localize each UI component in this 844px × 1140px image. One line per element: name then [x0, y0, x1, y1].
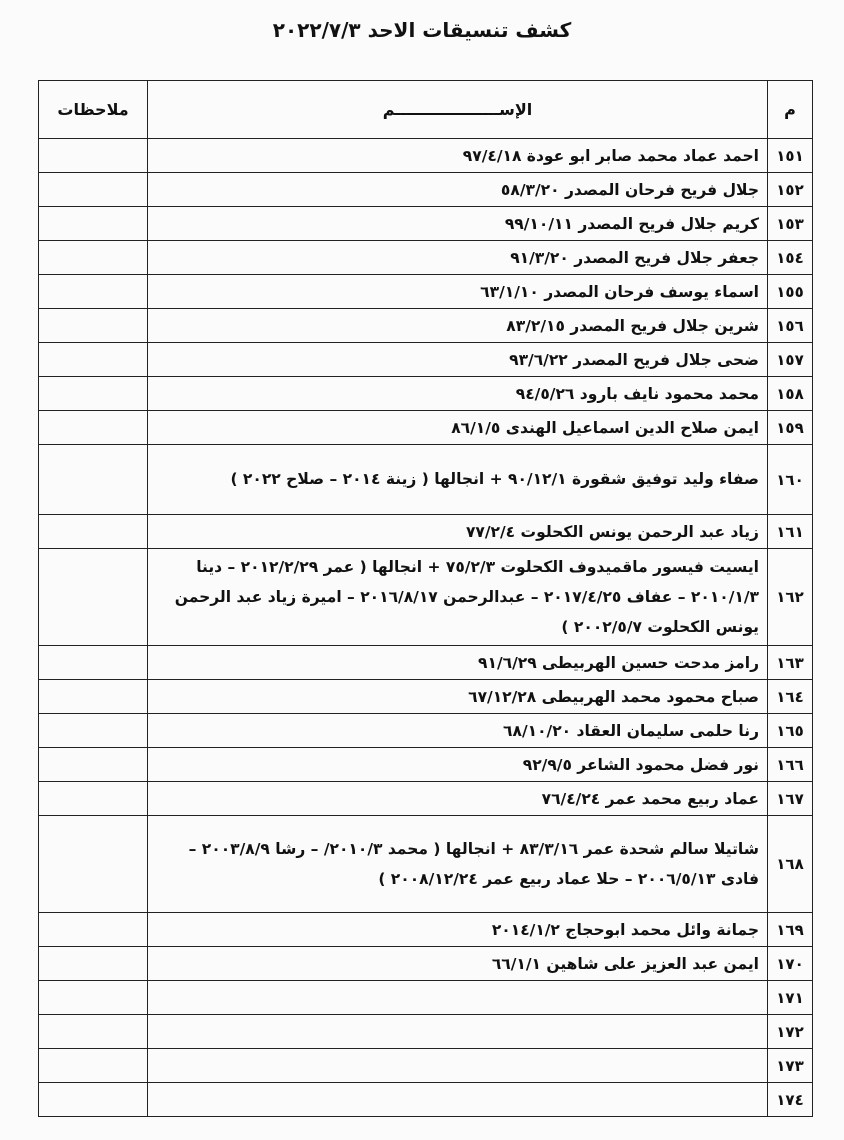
- names-table: [38, 80, 813, 1117]
- row-notes: [39, 782, 148, 816]
- row-name: نور فضل محمود الشاعر ٩٢/٩/٥: [148, 748, 768, 782]
- table-row: [39, 549, 813, 646]
- row-name: جمانة وائل محمد ابوحجاج ٢٠١٤/١/٢: [148, 913, 768, 947]
- row-name: محمد محمود نايف بارود ٩٤/٥/٢٦: [148, 377, 768, 411]
- row-name: [148, 1015, 768, 1049]
- row-number: ١٧١: [768, 981, 813, 1015]
- header-name: الإســـــــــــــــــــم: [148, 81, 768, 139]
- row-name: صفاء وليد توفيق شقورة ٩٠/١٢/١ + انجالها ( زينة ٢٠١٤ – صلاح ٢٠٢٢ ): [148, 445, 768, 515]
- row-name: جلال فريح فرحان المصدر ٥٨/٣/٢٠: [148, 173, 768, 207]
- table-row: [39, 748, 813, 782]
- table-row: [39, 646, 813, 680]
- table-row: [39, 680, 813, 714]
- row-number: ١٦٨: [768, 816, 813, 913]
- row-number: ١٥١: [768, 139, 813, 173]
- row-notes: [39, 981, 148, 1015]
- row-notes: [39, 714, 148, 748]
- header-number: م: [768, 81, 813, 139]
- row-number: ١٥٢: [768, 173, 813, 207]
- row-name: ايمن عبد العزيز على شاهين ٦٦/١/١: [148, 947, 768, 981]
- table-row: [39, 309, 813, 343]
- row-name: رامز مدحت حسين الهربيطى ٩١/٦/٢٩: [148, 646, 768, 680]
- row-number: ١٦٤: [768, 680, 813, 714]
- document-title: كشف تنسيقات الاحد ٢٠٢٢/٧/٣: [272, 18, 572, 42]
- row-number: ١٥٨: [768, 377, 813, 411]
- row-notes: [39, 913, 148, 947]
- table-row: [39, 173, 813, 207]
- row-number: ١٦٧: [768, 782, 813, 816]
- row-name: زياد عبد الرحمن يونس الكحلوت ٧٧/٢/٤: [148, 515, 768, 549]
- row-number: ١٧٤: [768, 1083, 813, 1117]
- row-number: ١٦١: [768, 515, 813, 549]
- row-name: صباح محمود محمد الهربيطى ٦٧/١٢/٢٨: [148, 680, 768, 714]
- table-row: [39, 275, 813, 309]
- row-number: ١٧٠: [768, 947, 813, 981]
- table-row: [39, 207, 813, 241]
- table-row: [39, 1049, 813, 1083]
- row-notes: [39, 646, 148, 680]
- row-notes: [39, 343, 148, 377]
- row-name: عماد ربيع محمد عمر ٧٦/٤/٢٤: [148, 782, 768, 816]
- row-notes: [39, 947, 148, 981]
- row-name: [148, 1049, 768, 1083]
- row-name: شرين جلال فريح المصدر ٨٣/٢/١٥: [148, 309, 768, 343]
- row-name: اسماء يوسف فرحان المصدر ٦٣/١/١٠: [148, 275, 768, 309]
- header-notes: ملاحظات: [39, 81, 148, 139]
- table-row: [39, 445, 813, 515]
- row-name: ايمن صلاح الدين اسماعيل الهندى ٨٦/١/٥: [148, 411, 768, 445]
- row-name: احمد عماد محمد صابر ابو عودة ٩٧/٤/١٨: [148, 139, 768, 173]
- table-row: [39, 241, 813, 275]
- row-notes: [39, 445, 148, 515]
- row-notes: [39, 816, 148, 913]
- row-notes: [39, 139, 148, 173]
- table-row: [39, 1015, 813, 1049]
- row-notes: [39, 680, 148, 714]
- table-row: [39, 343, 813, 377]
- row-notes: [39, 377, 148, 411]
- row-name: [148, 981, 768, 1015]
- row-notes: [39, 1083, 148, 1117]
- row-notes: [39, 207, 148, 241]
- row-number: ١٥٦: [768, 309, 813, 343]
- row-number: ١٥٧: [768, 343, 813, 377]
- row-notes: [39, 515, 148, 549]
- row-name: رنا حلمى سليمان العقاد ٦٨/١٠/٢٠: [148, 714, 768, 748]
- row-number: ١٥٩: [768, 411, 813, 445]
- row-notes: [39, 1015, 148, 1049]
- table-row: [39, 411, 813, 445]
- row-notes: [39, 748, 148, 782]
- row-number: ١٥٤: [768, 241, 813, 275]
- row-notes: [39, 173, 148, 207]
- table-row: [39, 947, 813, 981]
- row-number: ١٦٢: [768, 549, 813, 646]
- row-number: ١٦٣: [768, 646, 813, 680]
- row-number: ١٦٩: [768, 913, 813, 947]
- row-number: ١٦٥: [768, 714, 813, 748]
- table-row: [39, 1083, 813, 1117]
- row-number: ١٥٥: [768, 275, 813, 309]
- table-body: [39, 139, 813, 1117]
- row-number: ١٧٢: [768, 1015, 813, 1049]
- table-row: [39, 981, 813, 1015]
- table-row: [39, 515, 813, 549]
- row-notes: [39, 309, 148, 343]
- table-row: [39, 139, 813, 173]
- row-number: ١٧٣: [768, 1049, 813, 1083]
- table-header-row: [39, 81, 813, 139]
- row-notes: [39, 411, 148, 445]
- table-row: [39, 782, 813, 816]
- table-row: [39, 816, 813, 913]
- row-number: ١٥٣: [768, 207, 813, 241]
- row-name: [148, 1083, 768, 1117]
- row-number: ١٦٠: [768, 445, 813, 515]
- row-notes: [39, 241, 148, 275]
- row-name: جعفر جلال فريح المصدر ٩١/٣/٢٠: [148, 241, 768, 275]
- table-row: [39, 714, 813, 748]
- table-row: [39, 377, 813, 411]
- row-name: ايسيت فيسور ماقميدوف الكحلوت ٧٥/٢/٣ + انجالها ( عمر ٢٠١٢/٢/٢٩ – دينا ٢٠١٠/١/٣ – عفاف ٢٠١٧/٤/٢٥ – عبدالرحمن ٢٠١٦/٨/١٧ – اميرة زياد عبد الرحمن يونس الكحلوت ٢٠٠٢/٥/٧ ): [148, 549, 768, 646]
- row-name: ضحى جلال فريح المصدر ٩٣/٦/٢٢: [148, 343, 768, 377]
- table-row: [39, 913, 813, 947]
- row-notes: [39, 549, 148, 646]
- row-name: شاتيلا سالم شحدة عمر ٨٣/٣/١٦ + انجالها ( محمد ٢٠١٠/٣/ – رشا ٢٠٠٣/٨/٩ – فادى ٢٠٠٦/٥/١٣ – حلا عماد ربيع عمر ٢٠٠٨/١٢/٢٤ ): [148, 816, 768, 913]
- row-notes: [39, 275, 148, 309]
- row-name: كريم جلال فريح المصدر ٩٩/١٠/١١: [148, 207, 768, 241]
- row-number: ١٦٦: [768, 748, 813, 782]
- row-notes: [39, 1049, 148, 1083]
